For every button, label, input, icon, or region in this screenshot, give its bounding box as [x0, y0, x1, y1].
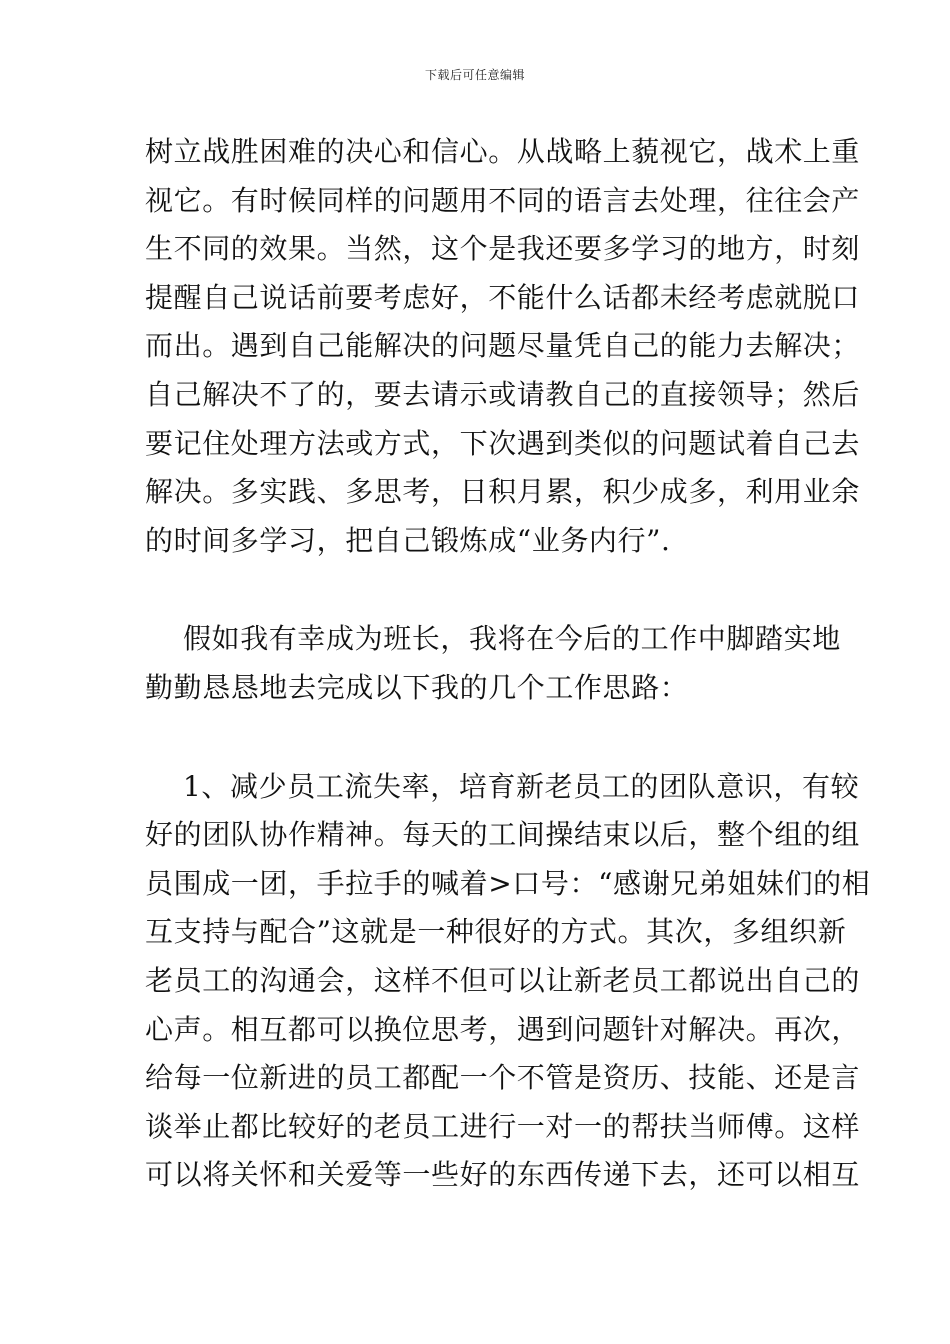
document-body	[145, 128, 871, 1200]
text-line: 的时间多学习，把自己锻炼成“业务内行”.	[145, 523, 671, 557]
text-line: 员围成一团，手拉手的喊着>口号：“感谢兄弟姐妹们的相	[145, 866, 871, 900]
text-line: 视它。有时候同样的问题用不同的语言去处理，往往会产	[145, 183, 861, 217]
text-line: 心声。相互都可以换位思考，遇到问题针对解决。再次，	[145, 1012, 861, 1046]
text-line: 假如我有幸成为班长，我将在今后的工作中脚踏实地	[145, 622, 841, 656]
text-line: 给每一位新进的员工都配一个不管是资历、技能、还是言	[145, 1061, 861, 1095]
text-line: 解决。多实践、多思考，日积月累，积少成多，利用业余	[145, 475, 861, 509]
text-line: 而出。遇到自己能解决的问题尽量凭自己的能力去解决；	[145, 329, 861, 363]
text-line: 树立战胜困难的决心和信心。从战略上藐视它，战术上重	[145, 135, 861, 168]
text-line: 谈举止都比较好的老员工进行一对一的帮扶当师傅。这样	[145, 1109, 861, 1143]
text-line: 生不同的效果。当然，这个是我还要多学习的地方，时刻	[145, 232, 861, 266]
text-line: 1、减少员工流失率，培育新老员工的团队意识，有较	[145, 769, 860, 803]
paragraph	[145, 128, 861, 565]
text-line: 提醒自己说话前要考虑好，不能什么话都未经考虑就脱口	[145, 280, 861, 314]
text-line: 可以将关怀和关爱等一些好的东西传递下去，还可以相互	[145, 1158, 861, 1192]
paragraph-spacer	[145, 565, 810, 615]
paragraph	[145, 763, 871, 1200]
text-line: 勤勤恳恳地去完成以下我的几个工作思路：	[145, 670, 689, 704]
paragraph-spacer	[145, 713, 810, 763]
paragraph	[145, 615, 841, 712]
text-line: 互支持与配合”这就是一种很好的方式。其次，多组织新	[145, 915, 847, 949]
text-line: 要记住处理方法或方式，下次遇到类似的问题试着自己去	[145, 426, 861, 460]
text-line: 自己解决不了的，要去请示或请教自己的直接领导；然后	[145, 377, 861, 411]
page-header: 下载后可任意编辑	[424, 68, 525, 82]
text-line: 好的团队协作精神。每天的工间操结束以后，整个组的组	[145, 818, 861, 852]
text-line: 老员工的沟通会，这样不但可以让新老员工都说出自己的	[145, 963, 861, 997]
